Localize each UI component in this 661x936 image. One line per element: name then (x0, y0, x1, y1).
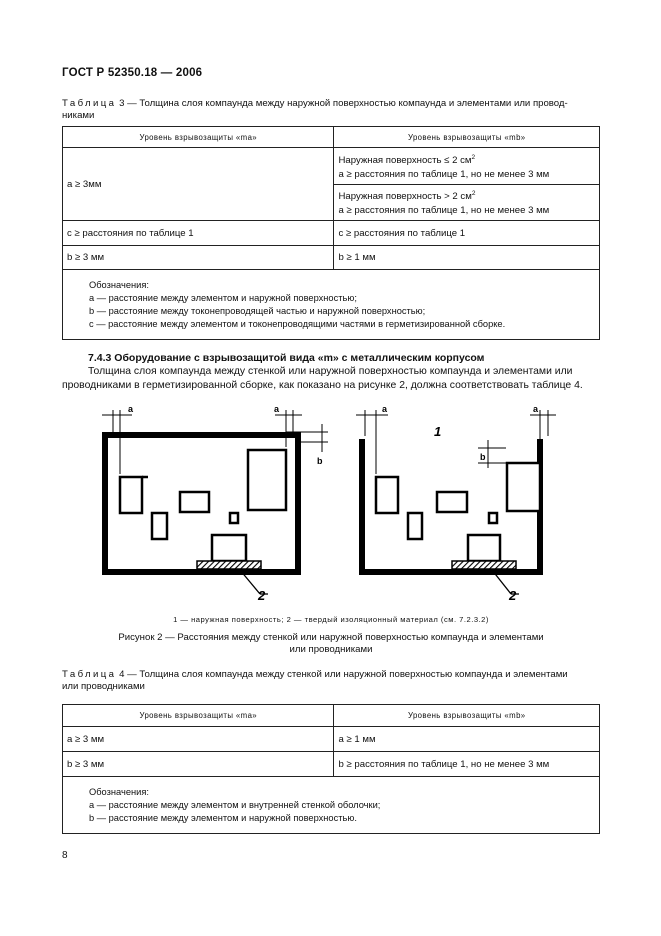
table3-r1-mb-small (334, 148, 600, 185)
table3-sup2: 2 (471, 190, 476, 197)
section-title: 7.4.3 Оборудование с взрывозащитой вида «m» с металлическим корпусом (88, 352, 485, 364)
table4-notes (63, 777, 600, 834)
left-element-2 (152, 513, 167, 539)
table3-notes-title: Обозначения: (89, 279, 149, 290)
table3-note-a: a — расстояние между элементом и наружной поверхностью; (89, 292, 357, 303)
right-label-1: 1 (434, 424, 442, 439)
table3 (62, 126, 600, 340)
right-insulation (452, 561, 516, 569)
table3-caption-label: Таблица (62, 98, 117, 109)
table3-caption (62, 98, 602, 122)
table3-caption-text2: никами (62, 110, 95, 121)
figure2 (90, 402, 570, 608)
table4-caption-text2: или проводниками (62, 681, 145, 692)
document-header: ГОСТ Р 52350.18 — 2006 (62, 67, 203, 79)
table3-r2-ma: c ≥ расстояния по таблице 1 (63, 221, 334, 246)
table4-note-a: a — расстояние между элементом и внутренней стенкой оболочки; (89, 799, 381, 810)
left-insulation (197, 561, 261, 569)
right-element-5 (507, 463, 540, 511)
section-paragraph: Толщина слоя компаунда между стенкой или наружной поверхностью компаунда и элементами или проводниками в герметизированной сборке, как показано на рисунке 2, должна соответствовать таблице 4. (62, 366, 583, 391)
table3-note-b: b — расстояние между токонепроводящей частью и наружной поверхностью; (89, 305, 426, 316)
left-element-3 (180, 492, 209, 512)
left-label-b: b (317, 456, 323, 466)
table3-r3-ma: b ≥ 3 мм (63, 246, 334, 270)
figure2-caption (62, 632, 600, 656)
table4 (62, 704, 600, 834)
table3-caption-text: 3 — Толщина слоя компаунда между наружной поверхностью компаунда и элементами или провод- (116, 98, 568, 109)
table3-r1-mb-large (334, 185, 600, 221)
table4-r2-ma: b ≥ 3 мм (63, 752, 334, 777)
left-label-a2: a (274, 404, 280, 414)
figure2-legend: 1 — наружная поверхность; 2 — твердый изоляционный материал (см. 7.2.3.2) (173, 615, 489, 624)
table4-caption (62, 669, 602, 693)
table3-notes (63, 270, 600, 340)
left-element-6 (212, 535, 246, 561)
page-number: 8 (62, 850, 68, 861)
figure2-caption-line1: Рисунок 2 — Расстояния между стенкой или наружной поверхностью компаунда и элементами (118, 632, 544, 643)
right-element-1 (376, 477, 398, 513)
figure2-left-diagram (102, 404, 328, 603)
left-element-5 (248, 450, 286, 510)
table3-r2-mb: c ≥ расстояния по таблице 1 (334, 221, 600, 246)
table4-header-mb: Уровень взрывозащиты «mb» (334, 705, 600, 727)
table3-r1-ma: a ≥ 3мм (63, 148, 334, 221)
table3-r1-mb-2a: Наружная поверхность > 2 см (338, 191, 472, 202)
left-label-2: 2 (258, 588, 266, 603)
table4-r1-mb: a ≥ 1 мм (334, 727, 600, 752)
table3-r3-mb: b ≥ 1 мм (334, 246, 600, 270)
figure2-caption-line2: или проводниками (289, 644, 373, 655)
table3-r1-mb-2b: a ≥ расстояния по таблице 1, но не менее 3 мм (338, 205, 550, 216)
right-element-3 (437, 492, 467, 512)
table3-note-c: c — расстояние между элементом и токонепроводящими частями в герметизированной сборке. (89, 318, 506, 329)
table4-r2-mb: b ≥ расстояния по таблице 1, но не менее 3 мм (334, 752, 600, 777)
right-element-4 (489, 513, 497, 523)
table3-sup1: 2 (471, 153, 476, 161)
table4-header-ma: Уровень взрывозащиты «ma» (63, 705, 334, 727)
right-element-2 (408, 513, 422, 539)
right-label-b: b (480, 452, 486, 462)
table4-note-b: b — расстояние между элементом и наружной поверхностью. (89, 812, 357, 823)
right-label-a2: a (533, 404, 539, 414)
table3-header-mb: Уровень взрывозащиты «mb» (334, 127, 600, 148)
table3-header-ma: Уровень взрывозащиты «ma» (63, 127, 334, 148)
figure2-right-diagram (356, 404, 556, 603)
right-label-a: a (382, 404, 388, 414)
table4-notes-title: Обозначения: (89, 786, 149, 797)
right-element-6 (468, 535, 500, 561)
table4-caption-label: Таблица (62, 669, 117, 680)
left-element-1 (120, 477, 142, 513)
right-label-2: 2 (509, 588, 517, 603)
table4-r1-ma: a ≥ 3 мм (63, 727, 334, 752)
left-label-a: a (128, 404, 134, 414)
table3-r1-mb-1b: a ≥ расстояния по таблице 1, но не менее 3 мм (338, 168, 550, 180)
left-element-4 (230, 513, 238, 523)
table3-r1-mb-1a: Наружная поверхность ≤ 2 см (338, 154, 472, 166)
table4-caption-text: 4 — Толщина слоя компаунда между стенкой или наружной поверхностью компаунда и элементами (116, 669, 568, 680)
